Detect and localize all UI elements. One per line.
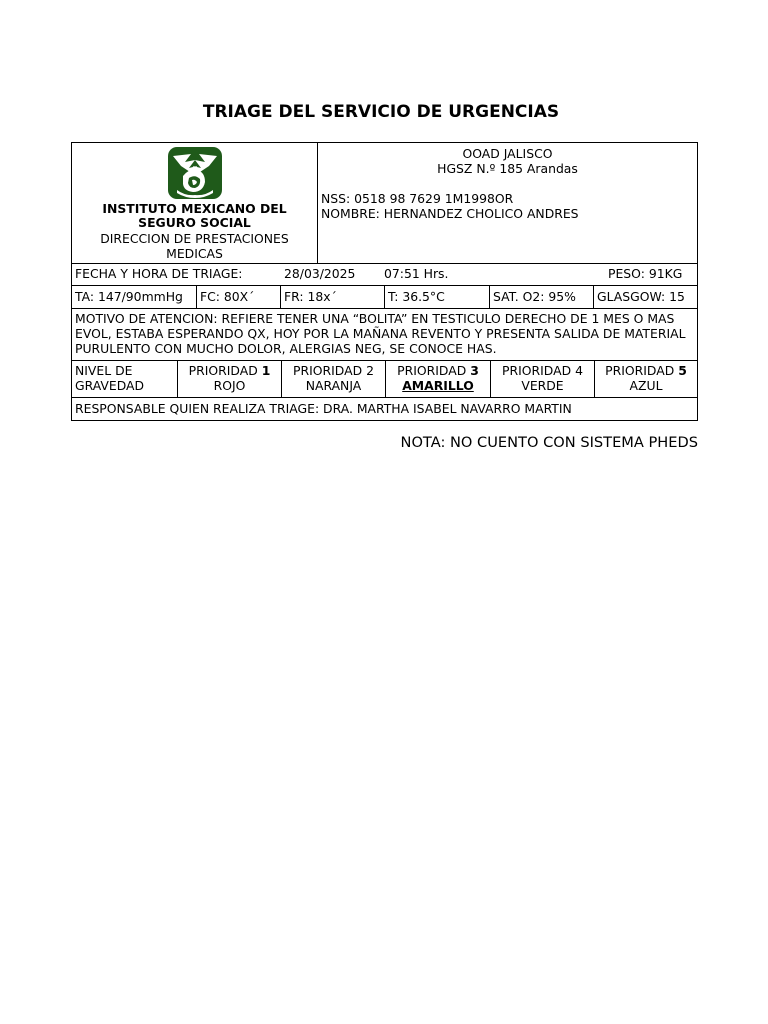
- motivo-row: [72, 309, 697, 361]
- responsable-row: [72, 398, 697, 420]
- department-name: DIRECCION DE PRESTACIONES MEDICAS: [100, 231, 289, 261]
- priority-3-selected: PRIORIDAD 3 AMARILLO: [385, 361, 490, 397]
- institution-cell: [72, 143, 317, 263]
- triage-date: 28/03/2025: [284, 266, 356, 281]
- nss-text: NSS: 0518 98 7629 1M1998OR: [321, 191, 514, 206]
- vital-fc: FC: 80X´: [196, 286, 280, 308]
- vital-ta: TA: 147/90mmHg: [75, 289, 183, 304]
- note-text: NOTA: NO CUENTO CON SISTEMA PHEDS: [400, 434, 698, 451]
- vital-temperature: T: 36.5°C: [384, 286, 489, 308]
- patient-info-cell: [317, 143, 697, 263]
- header-row: [72, 143, 697, 264]
- imss-eagle-logo-icon: [167, 146, 223, 200]
- priority-1: PRIORIDAD 1 ROJO: [177, 361, 281, 397]
- vital-fr: FR: 18x´: [280, 286, 384, 308]
- vitals-row: [72, 286, 697, 309]
- priority-4: PRIORIDAD 4 VERDE: [490, 361, 594, 397]
- triage-datetime-row: [72, 264, 697, 286]
- priority-2: PRIORIDAD 2 NARANJA: [281, 361, 385, 397]
- hospital-name: HGSZ N.º 185 Arandas: [437, 161, 578, 176]
- priority-row: [72, 361, 697, 398]
- vital-glasgow: GLASGOW: 15: [593, 286, 697, 308]
- responsable-text: RESPONSABLE QUIEN REALIZA TRIAGE: DRA. MARTHA ISABEL NAVARRO MARTIN: [75, 401, 572, 416]
- unit-name: OOAD JALISCO: [462, 146, 553, 161]
- motivo-text: MOTIVO DE ATENCION: REFIERE TENER UNA “BOLITA” EN TESTICULO DERECHO DE 1 MES O MAS EVOL, ESTABA ESPERANDO QX, HOY POR LA MAÑANA REVENTO Y PRESENTA SALIDA DE MATERIAL PURULENTO CON MUCHO DOLOR, ALERGIAS NEG, SE CONOCE HAS.: [75, 311, 686, 356]
- severity-label: NIVEL DE GRAVEDAD: [75, 363, 145, 393]
- triage-form: [71, 142, 698, 421]
- page-title: TRIAGE DEL SERVICIO DE URGENCIAS: [202, 102, 560, 122]
- vital-saturation: SAT. O2: 95%: [489, 286, 593, 308]
- weight-value: PESO: 91KG: [608, 266, 683, 281]
- priority-5: PRIORIDAD 5 AZUL: [594, 361, 697, 397]
- triage-date-label: FECHA Y HORA DE TRIAGE:: [75, 266, 243, 281]
- triage-time: 07:51 Hrs.: [384, 266, 449, 281]
- patient-name: NOMBRE: HERNANDEZ CHOLICO ANDRES: [321, 206, 579, 221]
- institution-name: INSTITUTO MEXICANO DEL SEGURO SOCIAL: [102, 201, 287, 230]
